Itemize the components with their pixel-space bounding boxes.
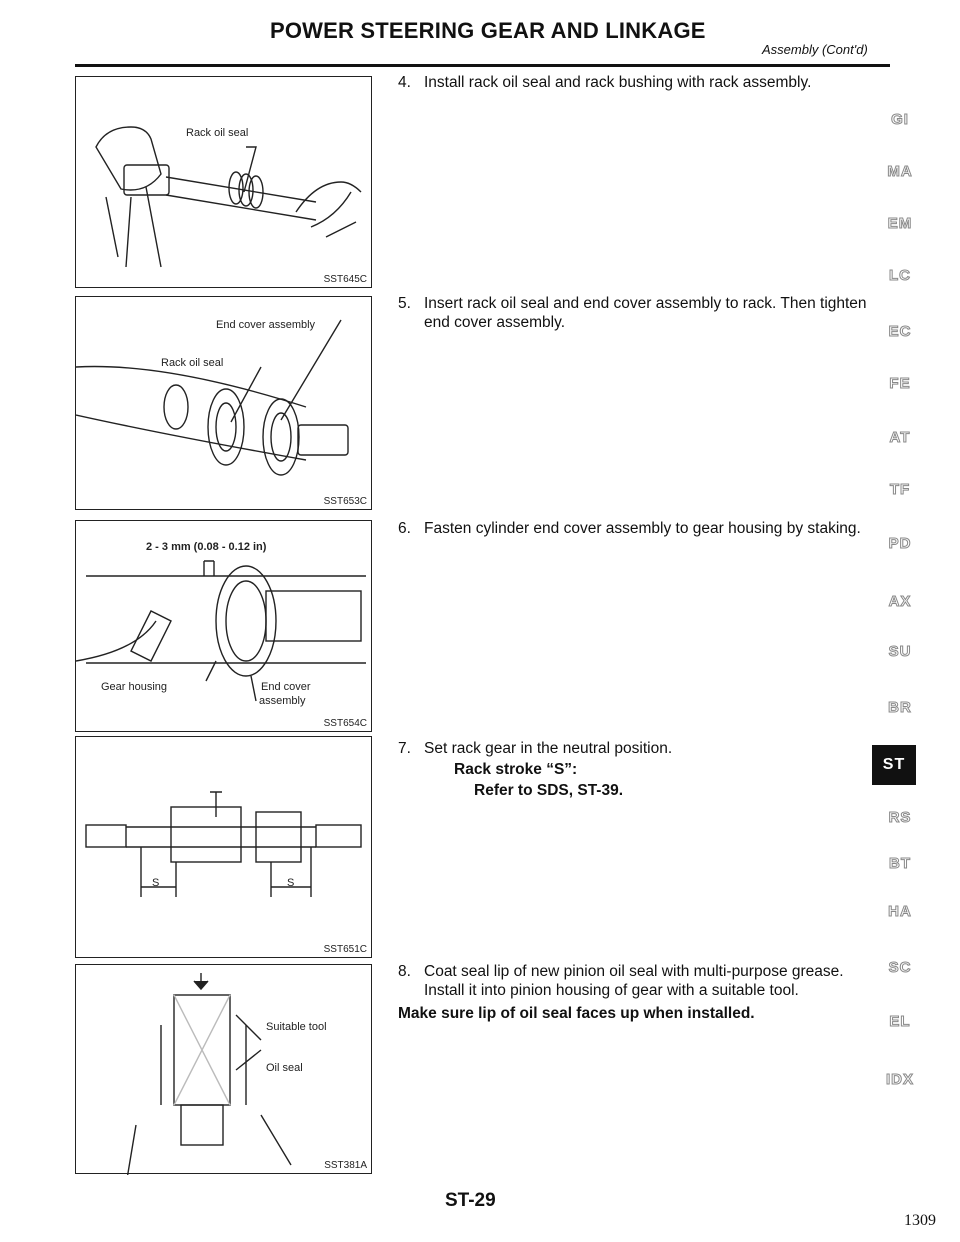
figure-staking <box>75 520 372 732</box>
section-subtitle: Assembly (Cont'd) <box>762 42 868 57</box>
section-tab-bt[interactable]: BT <box>889 855 911 872</box>
step-text: Set rack gear in the neutral position. <box>424 740 673 757</box>
section-tab-tf[interactable]: TF <box>889 481 911 498</box>
figure-rack-oil-seal <box>75 76 372 288</box>
step-number: 6. <box>398 520 411 537</box>
step-5 <box>398 294 888 332</box>
figure-code: SST654C <box>323 718 367 729</box>
section-tab-lc[interactable]: LC <box>889 267 911 284</box>
figure-label: End cover assembly <box>216 319 316 331</box>
pinion-oil-seal-illustration <box>76 965 373 1175</box>
rack-oil-seal-illustration <box>76 77 373 289</box>
figure-code: SST653C <box>323 496 367 507</box>
step-number: 8. <box>398 963 411 980</box>
figure-label: Suitable tool <box>266 1021 327 1033</box>
figure-code: SST645C <box>323 274 367 285</box>
section-tab-su[interactable]: SU <box>888 643 912 660</box>
dimension-label: 2 - 3 mm (0.08 - 0.12 in) <box>146 541 267 553</box>
step-number: 7. <box>398 740 411 757</box>
figure-label: Rack oil seal <box>161 357 224 369</box>
step-number: 5. <box>398 295 411 312</box>
figure-label: Oil seal <box>266 1062 303 1074</box>
section-tab-st[interactable]: ST <box>872 745 916 785</box>
step-number: 4. <box>398 74 411 91</box>
step-text: Coat seal lip of new pinion oil seal with multi-purpose grease. Install it into pinion housing of gear with a suitable tool. <box>424 963 844 999</box>
section-tab-el[interactable]: EL <box>889 1013 911 1030</box>
step-note: Make sure lip of oil seal faces up when installed. <box>398 1005 755 1022</box>
section-tab-ha[interactable]: HA <box>888 903 912 920</box>
section-tab-pd[interactable]: PD <box>888 535 912 552</box>
section-tab-ma[interactable]: MA <box>887 163 913 180</box>
section-tab-fe[interactable]: FE <box>889 375 911 392</box>
section-tab-ax[interactable]: AX <box>888 593 912 610</box>
section-tab-gi[interactable]: GI <box>891 111 909 128</box>
section-tab-br[interactable]: BR <box>888 699 912 716</box>
figure-label: Rack oil seal <box>186 127 249 139</box>
figure-code: SST381A <box>324 1160 367 1171</box>
header-rule <box>75 64 890 67</box>
figure-pinion-oil-seal <box>75 964 372 1174</box>
step-6 <box>398 519 888 538</box>
stroke-label: S <box>287 877 295 889</box>
figure-label: End cover <box>261 681 311 693</box>
spec-label: Rack stroke “S”: <box>454 761 578 778</box>
page-title: POWER STEERING GEAR AND LINKAGE <box>270 18 706 43</box>
section-tab-sc[interactable]: SC <box>888 959 912 976</box>
step-text: Install rack oil seal and rack bushing with rack assembly. <box>424 74 812 91</box>
page-reference: 1309 <box>904 1212 936 1229</box>
section-tab-idx[interactable]: IDX <box>885 1071 914 1088</box>
figure-label: Gear housing <box>101 681 168 693</box>
page-number: ST-29 <box>445 1190 496 1211</box>
step-7 <box>398 739 888 800</box>
step-text: Insert rack oil seal and end cover assembly to rack. Then tighten end cover assembly. <box>424 295 867 331</box>
section-tab-at[interactable]: AT <box>889 429 911 446</box>
stroke-label: S <box>152 877 160 889</box>
spec-value: Refer to SDS, ST-39. <box>474 782 624 799</box>
section-tab-ec[interactable]: EC <box>888 323 912 340</box>
step-4 <box>398 73 888 92</box>
figure-end-cover <box>75 296 372 510</box>
step-text: Fasten cylinder end cover assembly to gear housing by staking. <box>424 520 861 537</box>
rack-stroke-illustration <box>76 737 373 959</box>
figure-code: SST651C <box>323 944 367 955</box>
figure-label: assembly <box>259 695 306 707</box>
step-8 <box>398 962 888 1023</box>
section-tab-rs[interactable]: RS <box>888 809 912 826</box>
section-tab-em[interactable]: EM <box>887 215 913 232</box>
figure-rack-stroke <box>75 736 372 958</box>
